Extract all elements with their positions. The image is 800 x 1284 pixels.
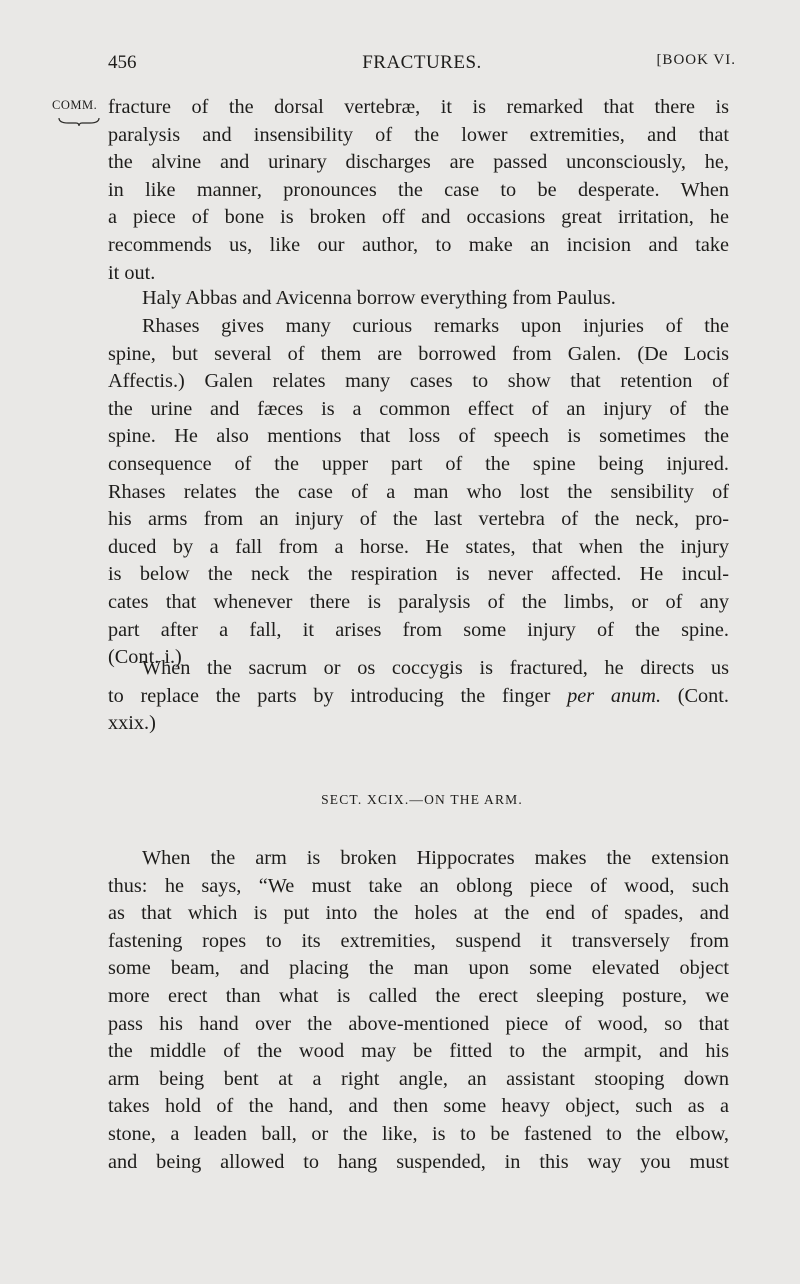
text-segment: to replace the parts by introducing the finger bbox=[108, 684, 568, 707]
text-line: in like manner, pronounces the case to be desperate. When bbox=[108, 178, 729, 201]
text-line: a piece of bone is broken off and occasions great irritation, he bbox=[108, 206, 729, 229]
text-line: consequence of the upper part of the spine being injured. bbox=[108, 452, 729, 475]
text-line: as that which is put into the holes at the end of spades, and bbox=[108, 902, 729, 925]
text-line: the alvine and urinary discharges are passed unconsciously, he, bbox=[108, 151, 729, 174]
text-line: it out. bbox=[108, 261, 156, 284]
text-line: part after a fall, it arises from some injury of the spine. bbox=[108, 618, 729, 641]
text-line: stone, a leaden ball, or the like, is to be fastened to the elbow, bbox=[108, 1122, 729, 1145]
text-line: Haly Abbas and Avicenna borrow everything from Paulus. bbox=[142, 287, 616, 309]
text-line: pass his hand over the above-mentioned piece of wood, so that bbox=[108, 1012, 729, 1035]
text-line: (Cont. i.) bbox=[108, 646, 182, 669]
book-label: [BOOK VI. bbox=[656, 52, 736, 68]
text-line: takes hold of the hand, and then some heavy object, such as a bbox=[108, 1095, 729, 1118]
text-line: paralysis and insensibility of the lower extremities, and that bbox=[108, 123, 729, 146]
italic-phrase: per anum. bbox=[567, 684, 662, 707]
text-line: spine, but several of them are borrowed from Galen. (De Locis bbox=[108, 342, 729, 365]
margin-note: COMM. bbox=[52, 98, 98, 112]
text-line: Rhases relates the case of a man who lost the sensibility of bbox=[108, 480, 729, 503]
text-line: thus: he says, “We must take an oblong piece of wood, such bbox=[108, 874, 729, 897]
text-line: is below the neck the respiration is never affected. He incul- bbox=[108, 563, 729, 586]
text-line: When the sacrum or os coccygis is fractured, he directs us bbox=[142, 657, 729, 679]
paragraph-4 bbox=[108, 655, 729, 738]
text-line bbox=[108, 683, 729, 711]
paragraph-2 bbox=[108, 285, 729, 313]
text-line: arm being bent at a right angle, an assistant stooping down bbox=[108, 1067, 729, 1090]
text-line: fastening ropes to its extremities, suspend it transversely from bbox=[108, 929, 729, 952]
text-line: his arms from an injury of the last vertebra of the neck, pro- bbox=[108, 508, 729, 531]
text-line: spine. He also mentions that loss of speech is sometimes the bbox=[108, 425, 729, 448]
text-line: fracture of the dorsal vertebræ, it is remarked that there is bbox=[108, 96, 729, 118]
paragraph-1 bbox=[108, 94, 729, 287]
text-line: the middle of the wood may be fitted to the armpit, and his bbox=[108, 1040, 729, 1063]
margin-brace-icon bbox=[58, 116, 100, 126]
text-line: the urine and fæces is a common effect of an injury of the bbox=[108, 397, 729, 420]
paragraph-3 bbox=[108, 313, 729, 672]
section-heading: SECT. XCIX.—ON THE ARM. bbox=[321, 792, 523, 807]
text-line: more erect than what is called the erect sleeping posture, we bbox=[108, 984, 729, 1007]
text-line: Affectis.) Galen relates many cases to show that retention of bbox=[108, 370, 729, 393]
text-segment: (Cont. bbox=[661, 684, 730, 707]
text-line: cates that whenever there is paralysis of the limbs, or of any bbox=[108, 590, 729, 613]
text-line: recommends us, like our author, to make an incision and take bbox=[108, 233, 729, 256]
page-header bbox=[108, 52, 736, 78]
section-paragraph bbox=[108, 845, 729, 1176]
text-line: When the arm is broken Hippocrates makes the extension bbox=[142, 847, 729, 869]
text-line: Rhases gives many curious remarks upon injuries of the bbox=[142, 315, 729, 337]
running-title: FRACTURES. bbox=[362, 52, 482, 73]
text-line: some beam, and placing the man upon some elevated object bbox=[108, 957, 729, 980]
page-number: 456 bbox=[108, 52, 137, 73]
text-line: xxix.) bbox=[108, 712, 156, 735]
text-line: duced by a fall from a horse. He states, that when the injury bbox=[108, 535, 729, 558]
text-line: and being allowed to hang suspended, in this way you must bbox=[108, 1150, 729, 1173]
